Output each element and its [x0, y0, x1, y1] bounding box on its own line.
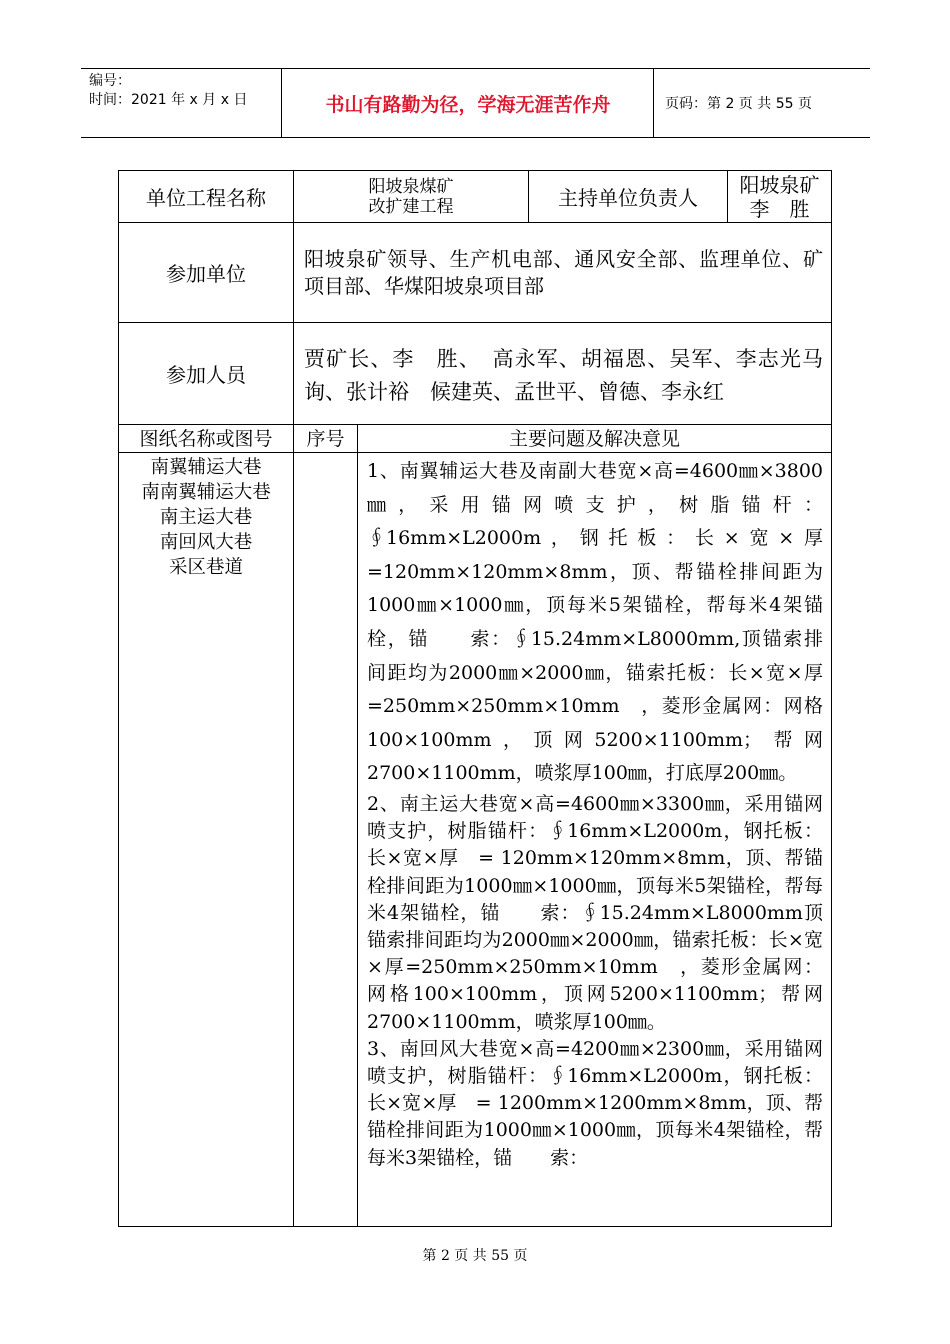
table-row: [119, 323, 832, 425]
header-motto: 书山有路勤为径，学海无涯苦作舟: [325, 93, 611, 116]
page-footer: 第 2 页 共 55 页: [422, 1248, 528, 1264]
column-header-seq: 序号: [294, 425, 358, 453]
column-header-issues: 主要问题及解决意见: [358, 425, 832, 453]
document-number: 编号：: [89, 73, 131, 89]
issues-cell: [358, 453, 843, 1227]
table-row: [119, 171, 832, 223]
issue-paragraph-3: 3、南回风大巷宽×高=4200㎜×2300㎜，采用锚网喷支护，树脂锚杆：∮16mm×L2000m，钢托板：长×宽×厚 = 1200mm×1200mm×8mm，顶、帮锚栓排间距为1000㎜×1000㎜，顶每米4架锚栓，帮每米3架锚栓，锚 索：: [367, 1037, 823, 1169]
table-row: [119, 453, 832, 1227]
drawing-name: 采区巷道: [168, 557, 243, 578]
people-value: 贾矿长、李 胜、 高永军、胡福恩、吴军、李志光马 询、张计裕 候建英、孟世平、曾德、李永红: [294, 323, 832, 425]
host-label: 主持单位负责人: [529, 171, 728, 223]
column-header-drawing: 图纸名称或图号: [119, 425, 294, 453]
issue-paragraph-1: 1、南翼辅运大巷及南副大巷宽×高=4600㎜×3800㎜，采用锚网喷支护，树脂锚杆：∮16mm×L2000m，钢托板：长×宽×厚 =120mm×120mm×8mm，顶、帮锚栓排间距为1000㎜×1000㎜，顶每米5架锚栓，帮每米4架锚栓，锚 索：∮15.24mm×L8000mm,顶锚索排间距均为2000㎜×2000㎜，锚索托板：长×宽×厚 =250mm×250mm×10mm ，菱形金属网：网格100×100mm，顶网5200×1100mm；帮网2700×1100mm，喷浆厚100㎜，打底厚200㎜。: [367, 460, 843, 785]
document-time: 时间：2021 年 x 月 x 日: [89, 92, 248, 108]
meeting-record-table: [118, 170, 844, 1227]
header-meta: [89, 72, 247, 110]
header-page-number: 页码：第 2 页 共 55 页: [665, 96, 812, 112]
header-divider: [281, 69, 282, 137]
drawing-names-cell: [119, 453, 294, 1227]
page-header: [81, 68, 870, 138]
people-label: 参加人员: [119, 323, 294, 425]
drawing-name: 南翼辅运大巷: [150, 457, 262, 478]
header-divider: [653, 69, 654, 137]
units-value: 阳坡泉矿领导、生产机电部、通风安全部、监理单位、矿项目部、华煤阳坡泉项目部: [294, 223, 832, 323]
host-value: 阳坡泉矿 李 胜: [728, 171, 832, 223]
drawing-name: 南主运大巷: [159, 507, 253, 528]
drawing-name: 南南翼辅运大巷: [141, 482, 271, 503]
issue-paragraph-2: 2、南主运大巷宽×高=4600㎜×3300㎜，采用锚网喷支护，树脂锚杆：∮16mm×L2000m，钢托板：长×宽×厚 = 120mm×120mm×8mm，顶、帮锚栓排间距为1000㎜×1000㎜，顶每米5架锚栓，帮每米4架锚栓，锚 索：∮15.24mm×L8000mm顶锚索排间距均为2000㎜×2000㎜，锚索托板：长×宽×厚=250mm×250mm×10mm ，菱形金属网：网格100×100mm，顶网5200×1100mm；帮网2700×1100mm，喷浆厚100㎜。: [367, 792, 823, 1033]
project-name-label: 单位工程名称: [119, 171, 294, 223]
seq-cell: [294, 453, 358, 1227]
table-row: [119, 425, 832, 453]
units-label: 参加单位: [119, 223, 294, 323]
project-name-value: 阳坡泉煤矿 改扩建工程: [294, 171, 529, 223]
table-row: [119, 223, 832, 323]
drawing-name: 南回风大巷: [159, 532, 253, 553]
